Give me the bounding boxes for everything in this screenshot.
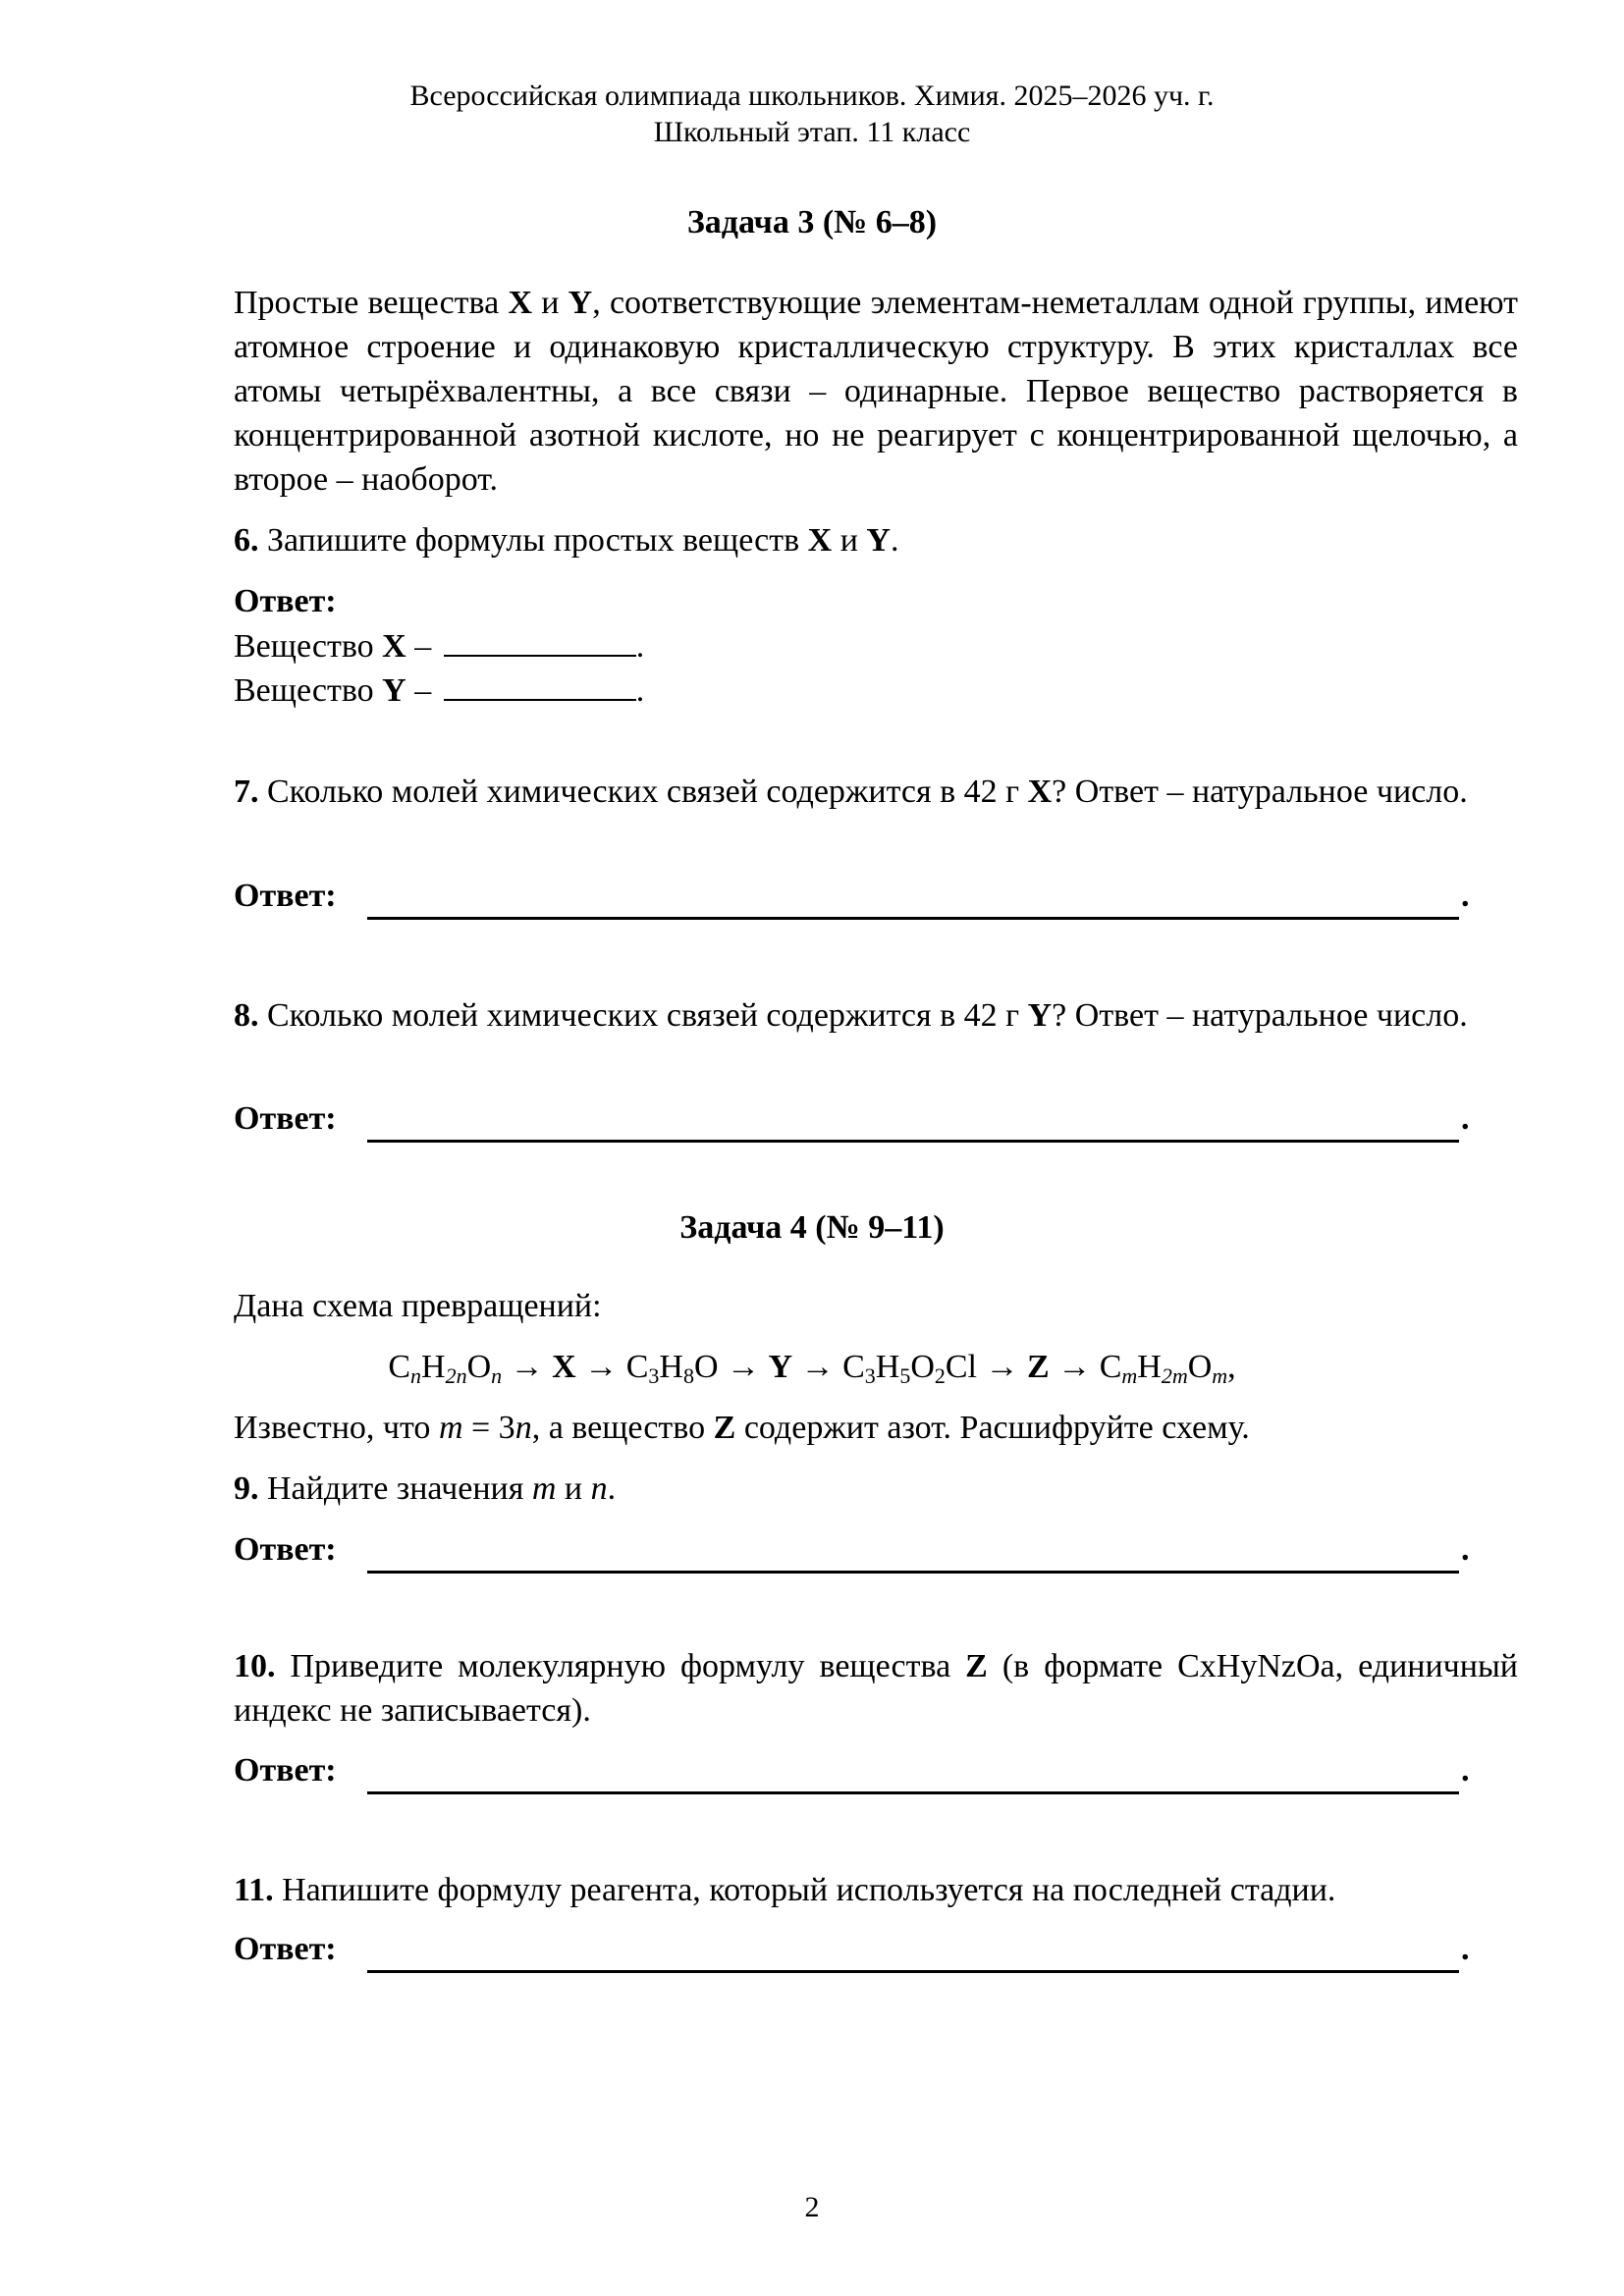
answer-field-8[interactable] <box>367 1096 1459 1143</box>
header-line-1: Всероссийская олимпиада школьников. Химия. 2025–2026 уч. г. <box>409 80 1215 112</box>
task3-intro <box>234 281 1518 502</box>
var-m: m <box>531 1470 557 1507</box>
question-7 <box>234 770 1518 814</box>
formula-part: H <box>421 1349 446 1385</box>
var-x: X <box>382 628 406 665</box>
var-z: Z <box>965 1648 988 1684</box>
answer-row-x <box>234 623 644 668</box>
text: . <box>635 672 645 709</box>
text: . <box>1461 1531 1470 1568</box>
answer-row-7 <box>234 874 1471 918</box>
question-text: Запишите формулы простых веществ <box>258 522 808 559</box>
formula-part: C <box>625 1349 649 1385</box>
text: . <box>1461 1931 1470 1967</box>
formula-part: H <box>875 1349 900 1385</box>
text: Вещество <box>234 672 383 709</box>
question-number: 8. <box>234 997 259 1034</box>
question-11 <box>234 1868 1335 1912</box>
arrow-icon: → <box>502 1349 553 1385</box>
var-x: X <box>807 522 833 559</box>
question-text: Приведите молекулярную формулу вещества <box>275 1648 966 1684</box>
question-number: 10. <box>234 1648 276 1684</box>
question-9 <box>234 1467 616 1511</box>
text: . <box>635 628 645 665</box>
answer-label: Ответ: <box>234 1531 337 1568</box>
index: n <box>410 1363 421 1388</box>
formula-part: O <box>1187 1349 1213 1385</box>
formula-part: O <box>693 1349 719 1385</box>
formula-part: Cl <box>945 1349 977 1385</box>
index: m <box>1212 1363 1228 1388</box>
text: Известно, что <box>234 1410 439 1446</box>
reaction-scheme <box>0 1345 1624 1389</box>
header-line-2: Школьный этап. 11 класс <box>653 116 971 148</box>
var-z: Z <box>1027 1349 1050 1385</box>
question-text: Сколько молей химических связей содержится в 42 г <box>258 997 1028 1034</box>
task4-intro: Дана схема превращений: <box>234 1288 602 1324</box>
answer-label: Ответ: <box>234 583 337 619</box>
text: . <box>1461 878 1470 914</box>
arrow-icon: → <box>1049 1349 1100 1385</box>
text: , а вещество <box>531 1410 714 1446</box>
formula-part: C <box>388 1349 410 1385</box>
arrow-icon: → <box>792 1349 843 1385</box>
answer-field-11[interactable] <box>367 1927 1459 1973</box>
index: 8 <box>682 1363 694 1388</box>
text: и <box>832 522 867 559</box>
question-text: Найдите значения <box>258 1470 532 1507</box>
formula-part: C <box>1099 1349 1122 1385</box>
formula-part: H <box>659 1349 683 1385</box>
answer-label: Ответ: <box>234 878 337 914</box>
index: 2m <box>1161 1363 1188 1388</box>
question-number: 6. <box>234 522 259 559</box>
answer-field-x[interactable] <box>444 623 636 657</box>
answer-field-y[interactable] <box>444 667 636 701</box>
formula-part: H <box>1137 1349 1162 1385</box>
index: 3 <box>864 1363 876 1388</box>
var-x: X <box>508 285 533 321</box>
index: 5 <box>899 1363 911 1388</box>
text: . <box>1461 1100 1470 1137</box>
answer-row-8 <box>234 1096 1471 1141</box>
index: m <box>1121 1363 1138 1388</box>
text: содержит азот. Расшифруйте схему. <box>735 1410 1250 1446</box>
question-text: Напишите формулу реагента, который используется на последней стадии. <box>273 1872 1336 1908</box>
answer-field-9[interactable] <box>367 1527 1459 1574</box>
text: . <box>1461 1752 1470 1789</box>
text: – <box>406 628 440 665</box>
text: , соответствующие элементам-неметаллам одной группы, имеют атомное строение и одинаковую кристаллическую структуру. В этих кристаллах все атомы четырёхвалентны, а все связи – одинарные. Первое вещество растворяется в концентрированной азотной кислоте, но не реагирует с концентрированной щелочью, а второе – наоборот. <box>234 285 1518 498</box>
answer-row-y <box>234 667 644 713</box>
answer-label-6 <box>234 579 337 623</box>
text: Простые вещества <box>234 285 509 321</box>
answer-row-11 <box>234 1927 1471 1971</box>
var-y: Y <box>382 672 406 709</box>
text: . <box>890 522 899 559</box>
formula-part: O <box>466 1349 492 1385</box>
text: и <box>532 285 568 321</box>
answer-field-7[interactable] <box>367 874 1459 920</box>
task3-title: Задача 3 (№ 6–8) <box>686 204 938 240</box>
formula-part: O <box>910 1349 935 1385</box>
formula-part: C <box>842 1349 865 1385</box>
question-6 <box>234 518 898 562</box>
answer-row-9 <box>234 1527 1471 1572</box>
question-number: 9. <box>234 1470 259 1507</box>
answer-field-10[interactable] <box>367 1748 1459 1794</box>
var-y: Y <box>866 522 891 559</box>
question-number: 11. <box>234 1872 274 1908</box>
answer-label: Ответ: <box>234 1752 337 1789</box>
question-text: ? Ответ – натуральное число. <box>1052 774 1468 810</box>
task4-condition <box>234 1406 1250 1450</box>
text: , <box>1227 1349 1236 1385</box>
text: – <box>406 672 440 709</box>
question-number: 7. <box>234 774 259 810</box>
var-n: n <box>590 1470 608 1507</box>
answer-row-10 <box>234 1748 1471 1792</box>
var-y: Y <box>768 1349 793 1385</box>
question-text: (в формате CxHyNzOa, единичный индекс не записывается). <box>234 1648 1518 1729</box>
question-text: ? Ответ – натуральное число. <box>1052 997 1468 1034</box>
page-number: 2 <box>804 2191 820 2223</box>
answer-label: Ответ: <box>234 1931 337 1967</box>
text: Вещество <box>234 628 383 665</box>
var-y: Y <box>568 285 593 321</box>
arrow-icon: → <box>977 1349 1027 1385</box>
question-8 <box>234 993 1518 1038</box>
question-10 <box>234 1644 1518 1733</box>
text: и <box>556 1470 591 1507</box>
task4-title: Задача 4 (№ 9–11) <box>679 1209 945 1246</box>
var-x: X <box>1027 774 1053 810</box>
var-n: n <box>514 1410 532 1446</box>
index: 3 <box>648 1363 660 1388</box>
question-text: Сколько молей химических связей содержится в 42 г <box>258 774 1028 810</box>
index: n <box>491 1363 503 1388</box>
var-x: X <box>552 1349 576 1385</box>
var-m: m <box>438 1410 463 1446</box>
index: 2 <box>934 1363 946 1388</box>
arrow-icon: → <box>575 1349 626 1385</box>
arrow-icon: → <box>718 1349 769 1385</box>
text: . <box>607 1470 617 1507</box>
answer-label: Ответ: <box>234 1100 337 1137</box>
var-z: Z <box>713 1410 736 1446</box>
index: 2n <box>445 1363 467 1388</box>
text: = 3 <box>462 1410 515 1446</box>
var-y: Y <box>1027 997 1053 1034</box>
